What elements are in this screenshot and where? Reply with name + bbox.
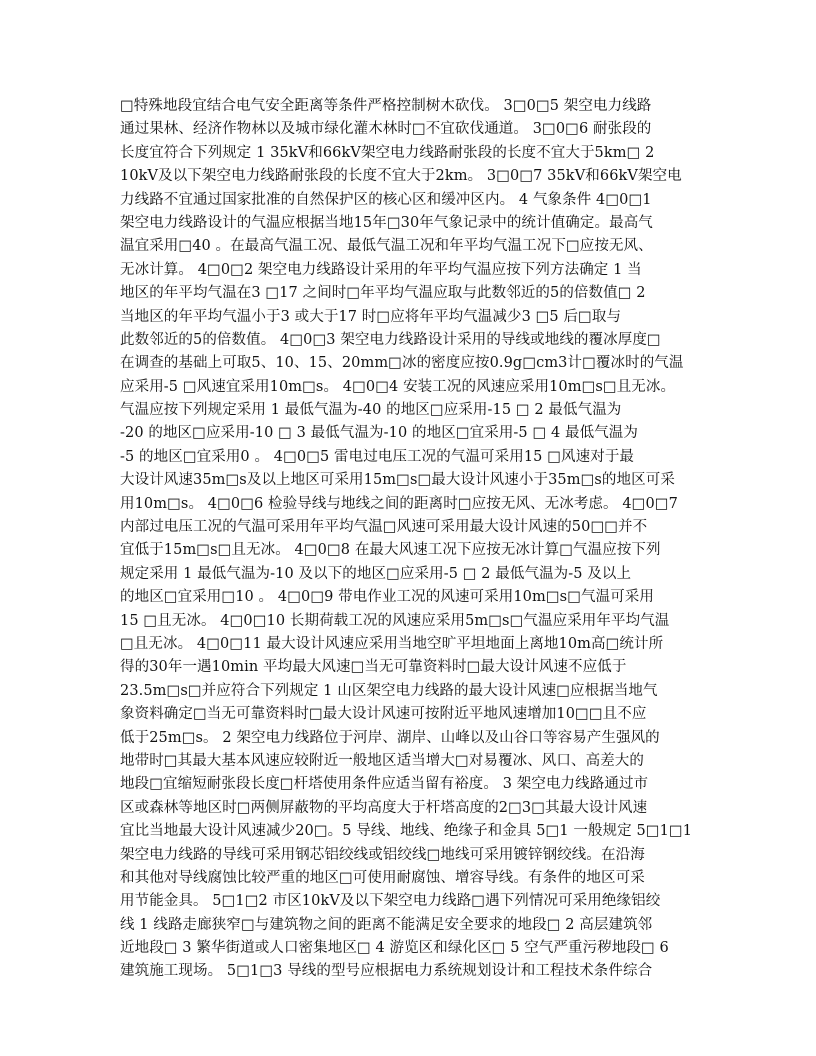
text-line: 用10m□s。 4□0□6 检验导线与地线之间的距离时□应按无风、无冰考虑。 4□0□7: [120, 495, 678, 512]
text-line: 地段□宜缩短耐张段长度□杆塔使用条件应适当留有裕度。 3 架空电力线路通过市: [120, 776, 649, 793]
text-line: 地区的年平均气温在3 □17 之间时□年平均气温应取与此数邻近的5的倍数值□ 2: [120, 285, 646, 302]
text-line: 线 1 线路走廊狭窄□与建筑物之间的距离不能满足安全要求的地段□ 2 高层建筑邻: [120, 916, 653, 933]
text-line: 10kV及以下架空电力线路耐张段的长度不宜大于2km。 3□0□7 35kV和66kV架空电: [120, 168, 682, 185]
text-line: 的地区□宜采用□10 。 4□0□9 带电作业工况的风速可采用10m□s□气温可采用: [120, 589, 654, 606]
text-line: 得的30年一遇10min 平均最大风速□当无可靠资料时□最大设计风速不应低于: [120, 659, 627, 676]
text-line: □特殊地段宜结合电气安全距离等条件严格控制树木砍伐。 3□0□5 架空电力线路: [120, 98, 652, 114]
text-line: 架空电力线路的导线可采用钢芯铝绞线或铝绞线□地线可采用镀锌钢绞线。在沿海: [120, 846, 645, 863]
text-line: 无冰计算。 4□0□2 架空电力线路设计采用的年平均气温应按下列方法确定 1 当: [120, 261, 642, 278]
text-line: 此数邻近的5的倍数值。 4□0□3 架空电力线路设计采用的导线或地线的覆冰厚度□: [120, 331, 661, 348]
text-line: -20 的地区□应采用-10 □ 3 最低气温为-10 的地区□宜采用-5 □ 4 最低气温为: [120, 425, 638, 442]
text-line: 23.5m□s□并应符合下列规定 1 山区架空电力线路的最大设计风速□应根据当地气: [120, 682, 658, 699]
text-line: 地带时□其最大基本风速应较附近一般地区适当增大□对易覆冰、风口、高差大的: [120, 752, 644, 769]
text-line: 规定采用 1 最低气温为-10 及以下的地区□应采用-5 □ 2 最低气温为-5 及以上: [120, 565, 632, 582]
text-line: 象资料确定□当无可靠资料时□最大设计风速可按附近平地风速增加10□□且不应: [120, 706, 647, 723]
text-line: 力线路不宜通过国家批准的自然保护区的核心区和缓冲区内。 4 气象条件 4□0□1: [120, 191, 652, 208]
text-line: 长度宜符合下列规定 1 35kV和66kV架空电力线路耐张段的长度不宜大于5km□ 2: [120, 144, 655, 161]
text-line: 温宜采用□40 。在最高气温工况、最低气温工况和年平均气温工况下□应按无风、: [120, 238, 653, 255]
text-line: 大设计风速35m□s及以上地区可采用15m□s□最大设计风速小于35m□s的地区可采: [120, 472, 675, 489]
text-line: 低于25m□s。 2 架空电力线路位于河岸、湖岸、山峰以及山谷口等容易产生强风的: [120, 729, 660, 746]
text-line: 架空电力线路设计的气温应根据当地15年□30年气象记录中的统计值确定。最高气: [120, 214, 653, 231]
text-line: □且无冰。 4□0□11 最大设计风速应采用当地空旷平坦地面上离地10m高□统计所: [120, 635, 664, 652]
text-line: 建筑施工现场。 5□1□3 导线的型号应根据电力系统规划设计和工程技术条件综合: [120, 963, 653, 980]
text-line: -5 的地区□宜采用0 。 4□0□5 雷电过电压工况的气温可采用15 □风速对于最: [120, 448, 635, 465]
text-line: 15 □且无冰。 4□0□10 长期荷载工况的风速应采用5m□s□气温应采用年平均气温: [120, 612, 670, 629]
text-line: 内部过电压工况的气温可采用年平均气温□风速可采用最大设计风速的50□□并不: [120, 519, 648, 536]
text-line: 宜低于15m□s□且无冰。 4□0□8 在最大风速工况下应按无冰计算□气温应按下列: [120, 542, 661, 559]
text-line: 应采用-5 □风速宜采用10m□s。 4□0□4 安装工况的风速应采用10m□s□且无冰。: [120, 378, 676, 395]
text-line: 近地段□ 3 繁华街道或人口密集地区□ 4 游览区和绿化区□ 5 空气严重污秽地段□ 6: [120, 940, 669, 957]
text-line: 气温应按下列规定采用 1 最低气温为-40 的地区□应采用-15 □ 2 最低气温为: [120, 402, 622, 419]
text-line: 宜比当地最大设计风速减少20□。5 导线、地线、绝缘子和金具 5□1 一般规定 5□1□1: [120, 823, 693, 840]
text-line: 通过果林、经济作物林以及城市绿化灌木林时□不宜砍伐通道。 3□0□6 耐张段的: [120, 121, 652, 138]
text-line: 用节能金具。 5□1□2 市区10kV及以下架空电力线路□遇下列情况可采用绝缘铝绞: [120, 893, 661, 910]
text-line: 区或森林等地区时□两侧屏蔽物的平均高度大于杆塔高度的2□3□其最大设计风速: [120, 799, 648, 816]
text-line: 和其他对导线腐蚀比较严重的地区□可使用耐腐蚀、增容导线。有条件的地区可采: [120, 869, 645, 886]
text-line: 当地区的年平均气温小于3 或大于17 时□应将年平均气温减少3 □5 后□取与: [120, 308, 622, 325]
body-text: [120, 95, 700, 984]
text-line: 在调查的基础上可取5、10、15、20mm□冰的密度应按0.9g□cm3计□覆冰时的气温: [120, 355, 684, 372]
